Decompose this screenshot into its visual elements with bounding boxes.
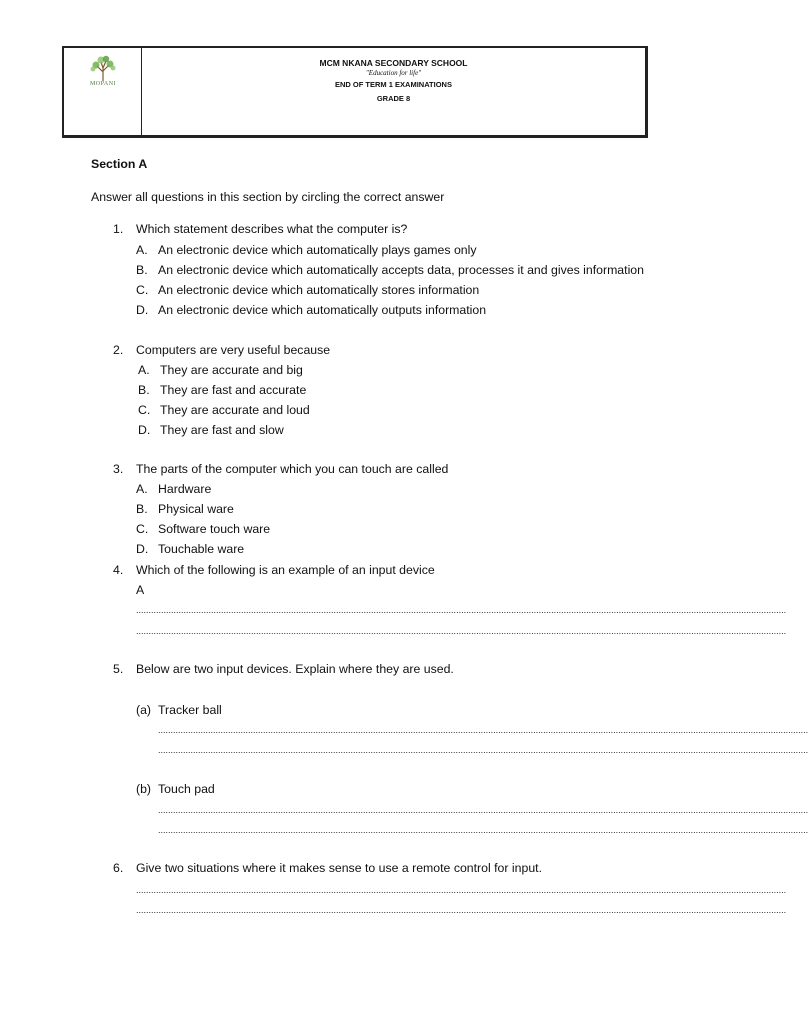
option-text[interactable]: They are fast and slow [160,423,284,437]
option-letter[interactable]: B. [138,383,150,397]
option-text[interactable]: Software touch ware [158,522,271,536]
option-text[interactable]: An electronic device which automatically stores information [158,283,480,297]
option-text[interactable]: Touchable ware [158,542,245,556]
grade-label: GRADE 8 [376,94,411,103]
option-letter[interactable]: A. [138,363,150,377]
answer-line[interactable]: .................................................................................................................................................................................................................................................................... [158,725,808,735]
question-number: 5. [113,662,124,676]
answer-prefix: A [136,583,145,597]
logo-text: MOPANI [89,81,117,87]
option-text[interactable]: Physical ware [158,502,234,516]
answer-line[interactable]: .................................................................................................................................................................................................................................................................... [158,745,808,755]
option-text[interactable]: They are fast and accurate [160,383,307,397]
option-letter[interactable]: D. [136,542,149,556]
option-letter[interactable]: D. [136,303,149,317]
answer-line[interactable]: .................................................................................................................................................................................................................................................................... [158,805,808,815]
exam-header [62,46,648,138]
question-text: Which statement describes what the computer is? [136,222,408,236]
question-number: 3. [113,462,124,476]
option-text[interactable]: They are accurate and loud [160,403,310,417]
exam-title: END OF TERM 1 EXAMINATIONS [335,80,452,89]
tree-logo-icon [84,54,122,82]
section-title: Section A [91,157,148,171]
option-letter[interactable]: B. [136,263,148,277]
school-name: MCM NKANA SECONDARY SCHOOL [319,58,468,68]
part-text: Tracker ball [158,703,222,717]
question-text: Give two situations where it makes sense to use a remote control for input. [136,861,542,875]
question-text: Which of the following is an example of an input device [136,563,435,577]
header-text [142,57,645,106]
option-letter[interactable]: B. [136,502,148,516]
option-letter[interactable]: C. [136,522,149,536]
option-text[interactable]: An electronic device which automatically outputs information [158,303,487,317]
question-number: 4. [113,563,124,577]
section-instruction: Answer all questions in this section by circling the correct answer [91,190,445,204]
part-label: (a) [136,703,152,717]
part-text: Touch pad [158,782,215,796]
question-text: The parts of the computer which you can touch are called [136,462,449,476]
option-letter[interactable]: D. [138,423,151,437]
question-text: Below are two input devices. Explain where they are used. [136,662,454,676]
answer-line[interactable]: .................................................................................................................................................................................................................................................................... [136,626,787,636]
option-text[interactable]: They are accurate and big [160,363,303,377]
answer-line[interactable]: .................................................................................................................................................................................................................................................................... [136,905,787,915]
question-number: 2. [113,343,124,357]
logo-cell [64,48,142,135]
question-number: 1. [113,222,124,236]
option-letter[interactable]: A. [136,243,148,257]
option-letter[interactable]: C. [138,403,151,417]
part-label: (b) [136,782,152,796]
option-text[interactable]: An electronic device which automatically accepts data, processes it and gives information [158,263,644,277]
question-text: Computers are very useful because [136,343,331,357]
question-number: 6. [113,861,124,875]
option-letter[interactable]: C. [136,283,149,297]
school-motto: "Education for life" [365,69,422,77]
option-text[interactable]: An electronic device which automatically plays games only [158,243,477,257]
answer-line[interactable]: .................................................................................................................................................................................................................................................................... [158,825,808,835]
answer-line[interactable]: .................................................................................................................................................................................................................................................................... [136,885,787,895]
answer-line[interactable]: .................................................................................................................................................................................................................................................................... [136,605,787,615]
option-text[interactable]: Hardware [158,482,212,496]
option-letter[interactable]: A. [136,482,148,496]
